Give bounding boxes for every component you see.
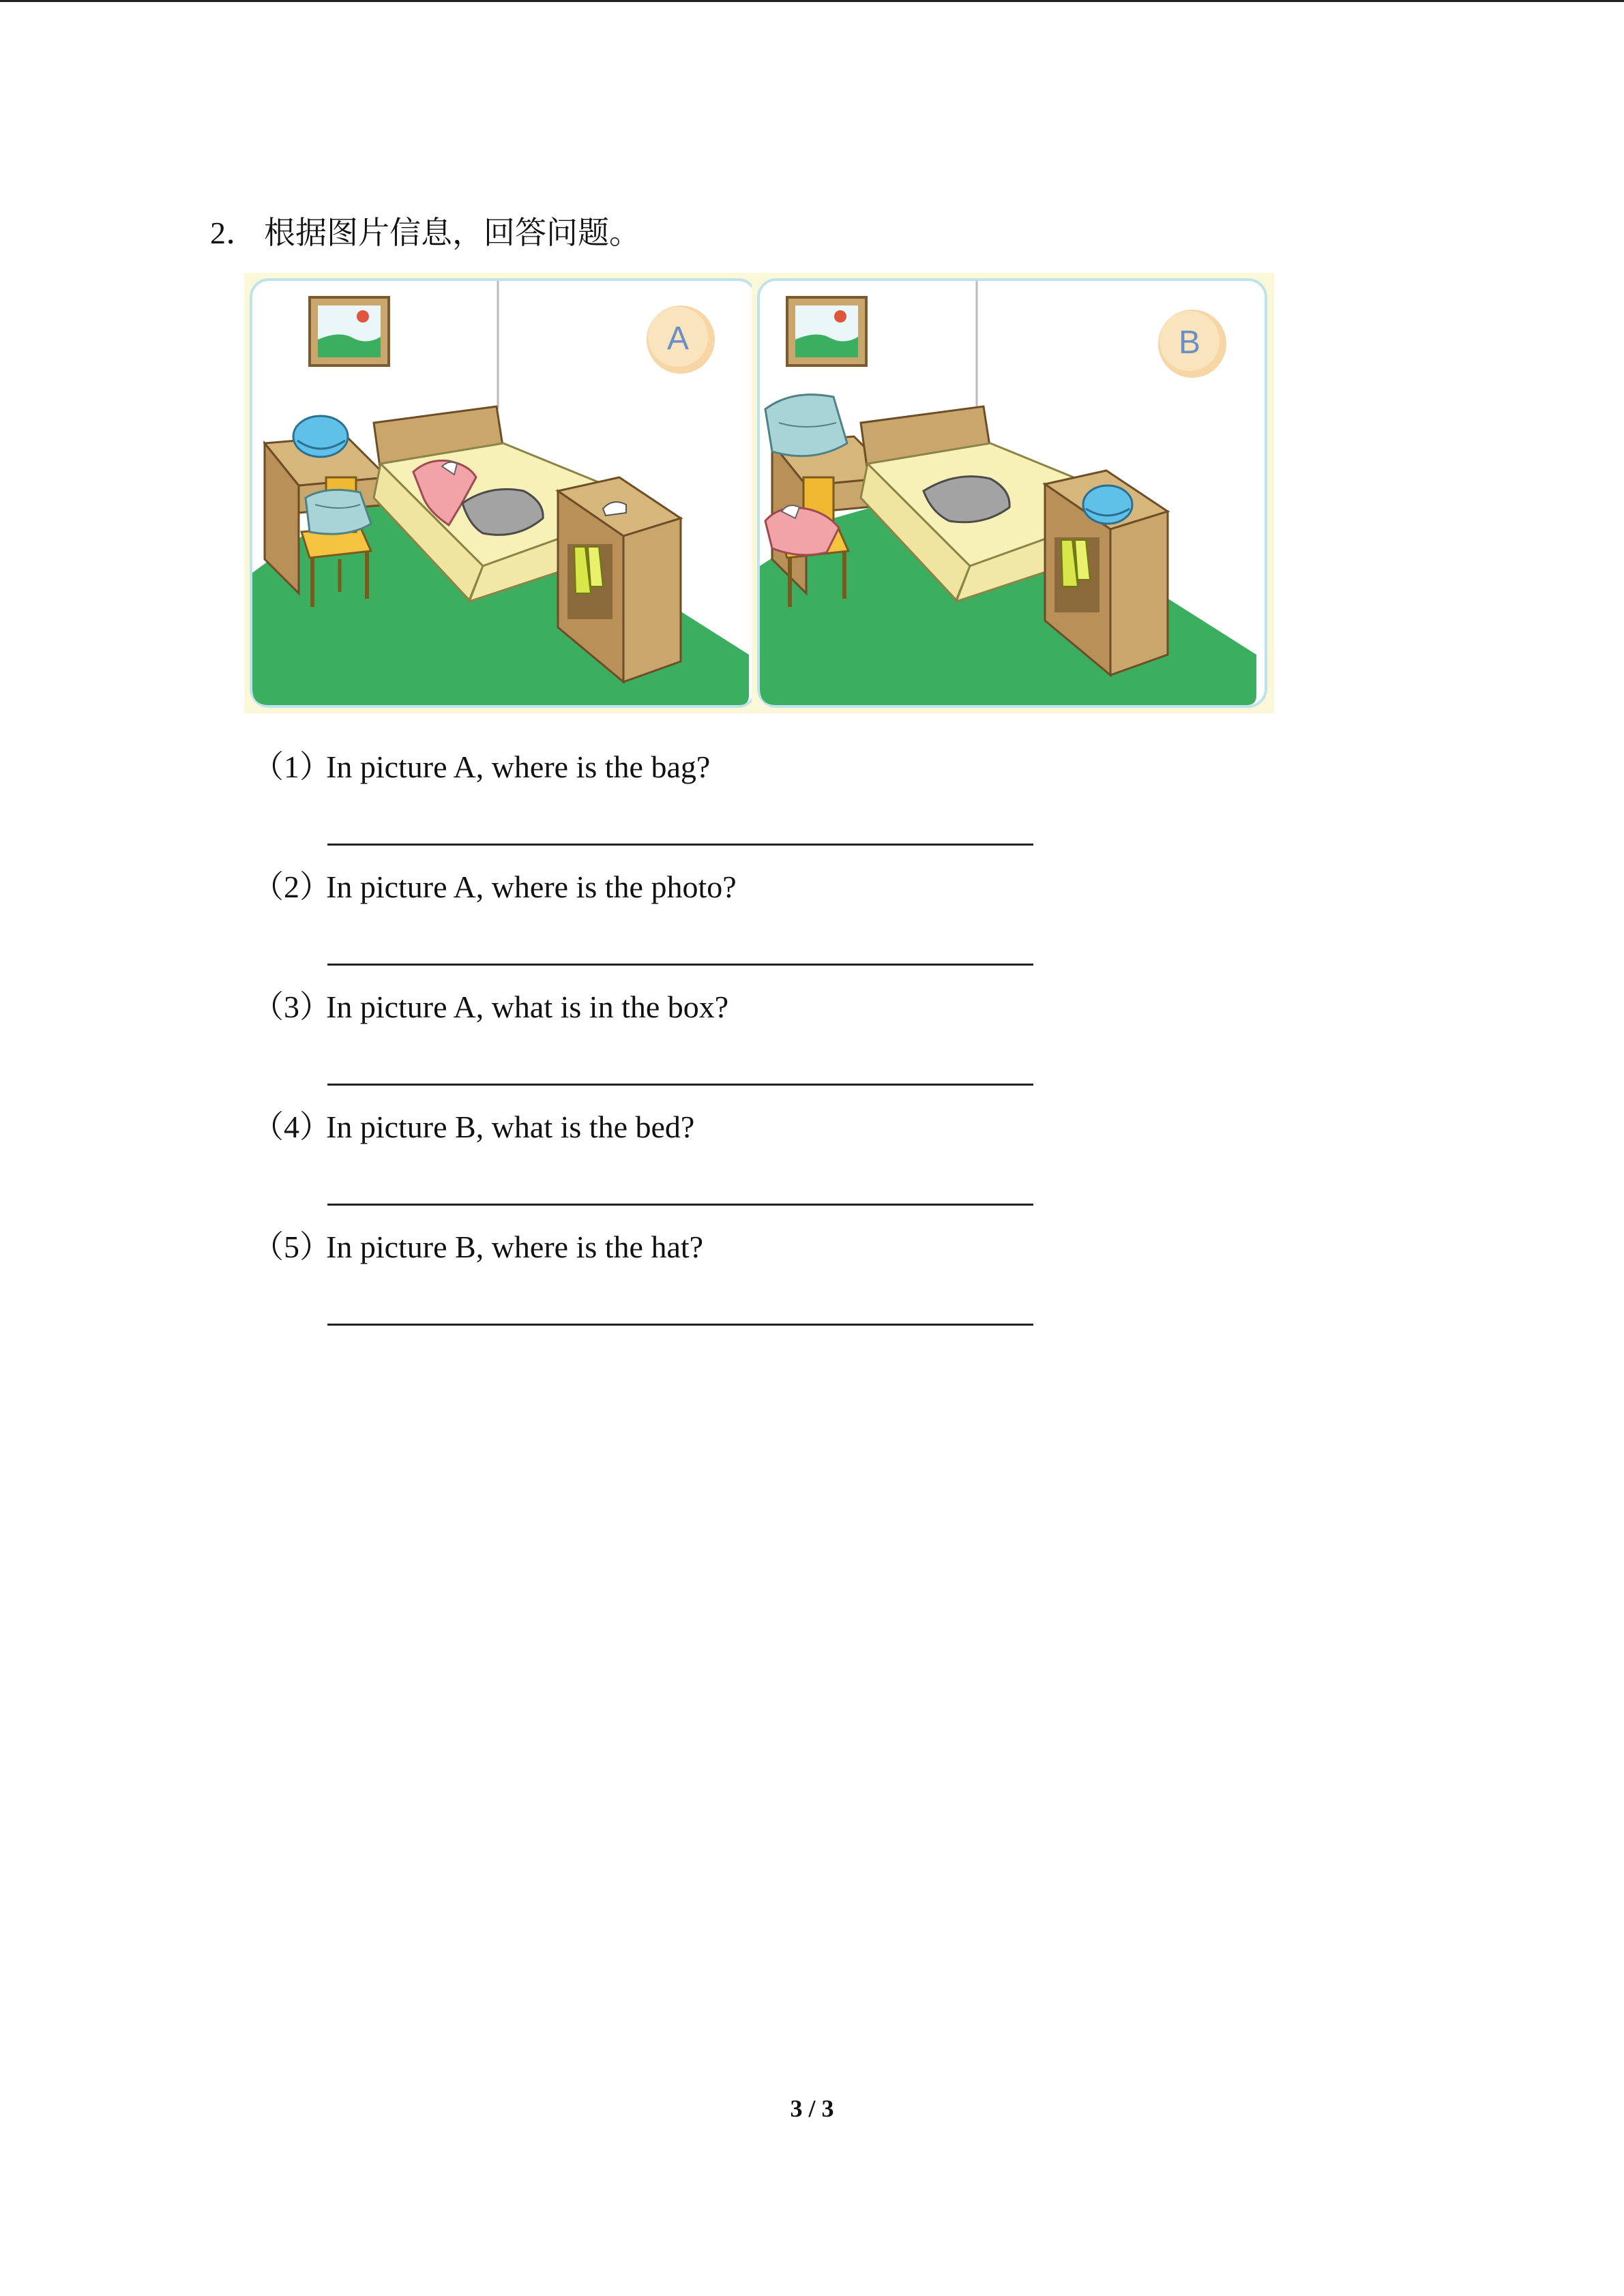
- clothes-on-desk-b: [765, 395, 847, 456]
- question-list: [252, 747, 1412, 1347]
- question-item: [252, 747, 1412, 867]
- bag-on-box-b: [1083, 486, 1132, 524]
- clothes-on-chair-a: [306, 490, 371, 534]
- question-number: （3）: [252, 989, 331, 1024]
- picture-b: [752, 273, 1274, 713]
- picture-label-b: [1158, 310, 1226, 378]
- picture-label-a-text: A: [666, 320, 690, 357]
- section-number: 2．: [210, 215, 257, 250]
- answer-line[interactable]: [327, 1204, 1033, 1206]
- answer-line[interactable]: [327, 844, 1033, 846]
- page-indicator: 3 / 3: [790, 2095, 834, 2122]
- question-text: In picture A, where is the bag?: [326, 749, 711, 784]
- bag-on-desk-a: [293, 416, 348, 457]
- bedroom-pictures: [244, 273, 1274, 713]
- question-number: （5）: [252, 1229, 331, 1264]
- question-text: In picture A, where is the photo?: [326, 869, 737, 904]
- answer-line[interactable]: [327, 1084, 1033, 1086]
- question-item: [252, 867, 1412, 987]
- answer-line[interactable]: [327, 964, 1033, 966]
- question-number: （2）: [252, 869, 331, 904]
- question-text: In picture B, what is the bed?: [326, 1109, 695, 1144]
- picture-label-b-text: B: [1178, 325, 1201, 361]
- question-item: [252, 1227, 1412, 1347]
- section-heading: [210, 213, 640, 254]
- picture-a: [244, 273, 763, 713]
- question-item: [252, 1107, 1412, 1227]
- question-item: [252, 987, 1412, 1107]
- section-instruction: 根据图片信息，回答问题。: [264, 215, 640, 250]
- question-number: （1）: [252, 749, 331, 784]
- question-number: （4）: [252, 1109, 331, 1144]
- photo-frame-a: [310, 297, 389, 366]
- photo-frame-b: [787, 297, 866, 366]
- question-text: In picture A, what is in the box?: [326, 989, 729, 1024]
- answer-line[interactable]: [327, 1324, 1033, 1326]
- top-border: [0, 0, 1624, 2]
- question-text: In picture B, where is the hat?: [326, 1229, 704, 1264]
- picture-label-a: [647, 305, 715, 374]
